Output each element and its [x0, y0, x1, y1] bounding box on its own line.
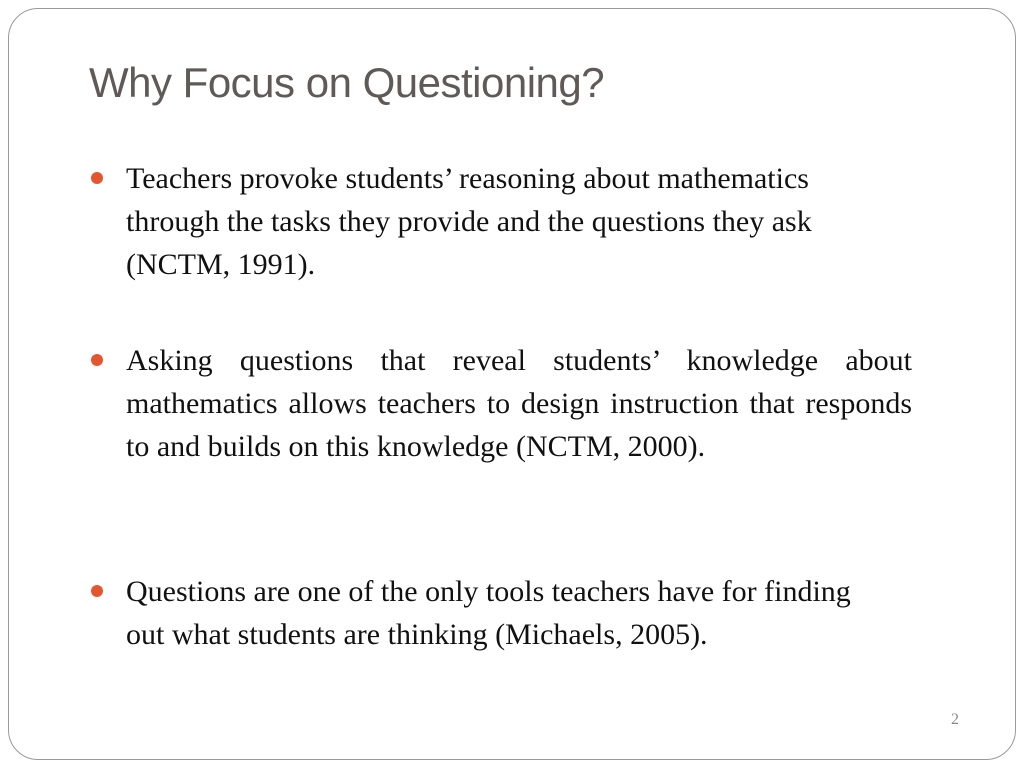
slide-frame: [8, 8, 1016, 760]
bullet-dot-icon: [91, 585, 103, 597]
bullet-dot-icon: [91, 172, 103, 184]
bullet-text: Teachers provoke students’ reasoning about mathematics through the tasks they provide and the questions they ask (NCTM, 1991).: [126, 162, 812, 281]
slide-title: Why Focus on Questioning?: [89, 59, 605, 106]
bullet-dot-icon: [91, 354, 103, 366]
bullet-text: Questions are one of the only tools teachers have for finding out what students are thinking (Michaels, 2005).: [126, 575, 851, 651]
page-number: 2: [951, 711, 959, 728]
bullet-text: Asking questions that reveal students’ knowledge about mathematics allows teachers to design instruction that responds to and builds on this knowledge (NCTM, 2000).: [126, 344, 912, 463]
